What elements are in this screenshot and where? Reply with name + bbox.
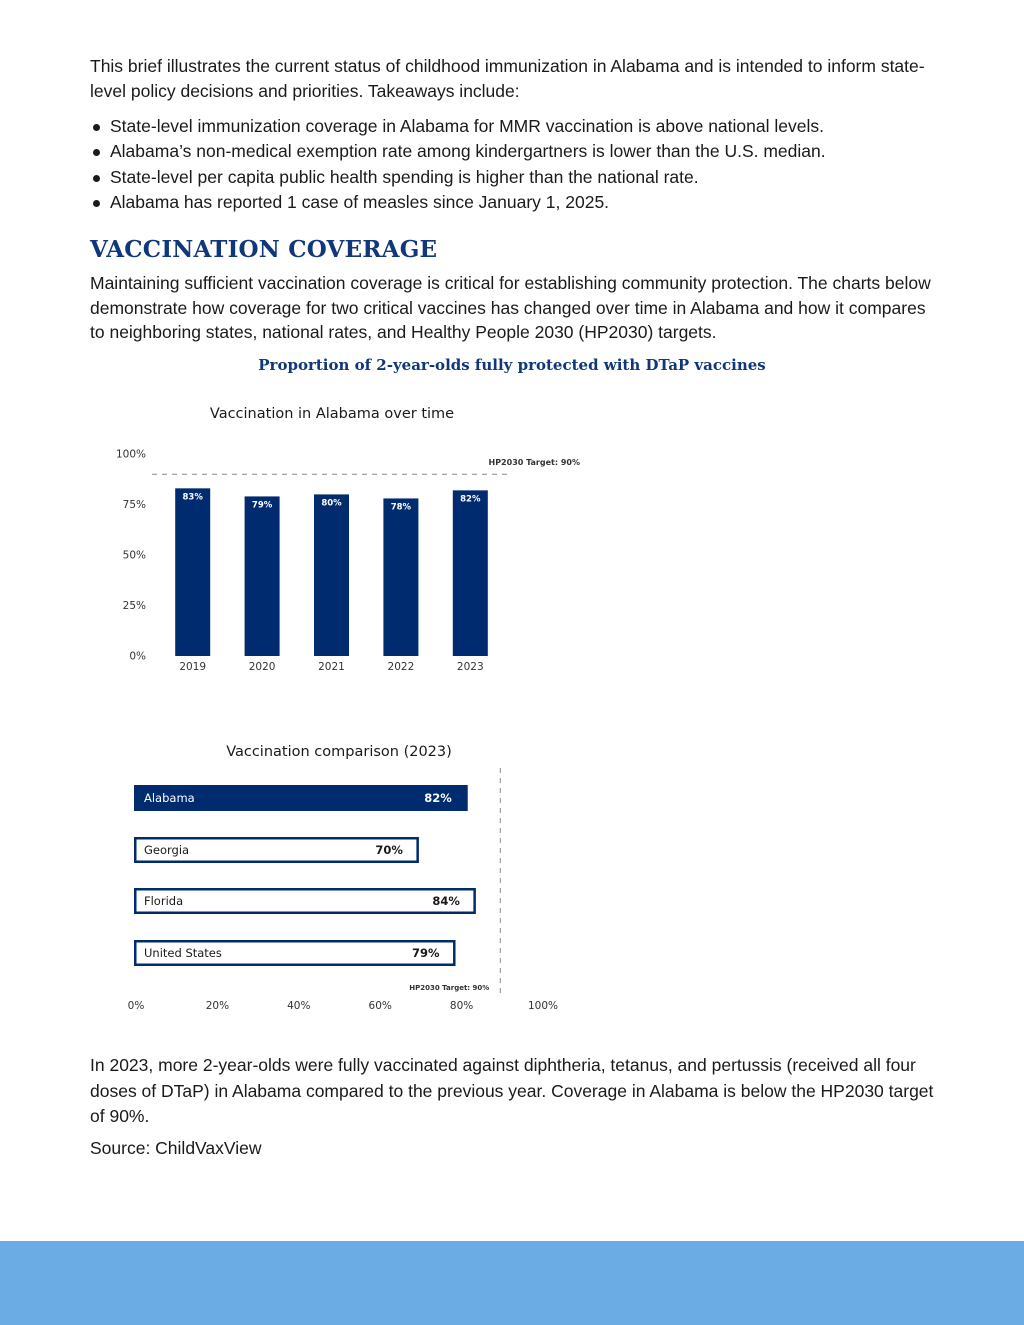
target-label: HP2030 Target: 90% <box>488 458 580 467</box>
summary-text: In 2023, more 2-year-olds were fully vaccinated against diphtheria, tetanus, and pertussis (received all four doses of DTaP) in Alabama compared to the previous year. Coverage in Alabama is below the HP2030 target of 90%. <box>90 1055 934 1126</box>
x-tick-label: 40% <box>287 1000 311 1012</box>
chart-title: Vaccination comparison (2023) <box>226 744 452 760</box>
bar-category-label: Florida <box>144 894 184 908</box>
footer-band <box>0 1241 1024 1325</box>
x-tick-label: 0% <box>127 1000 145 1012</box>
bar-value-label: 70% <box>375 843 403 857</box>
x-tick-label: 2020 <box>248 661 276 673</box>
section-text: Maintaining sufficient vaccination coverage is critical for establishing community protection. The charts below demonstrate how coverage for two critical vaccines has changed over time in Alabama and how it compares to neighboring states, national rates, and Healthy People 2030 (HP2030) targets. <box>90 273 931 343</box>
bar-value-label: 80% <box>321 498 342 509</box>
section-title: VACCINATION COVERAGE <box>90 236 438 263</box>
takeaway-item: Alabama has reported 1 case of measles since January 1, 2025. <box>90 190 940 215</box>
takeaway-item: State-level per capita public health spending is higher than the national rate. <box>90 165 940 190</box>
bar-category-label: United States <box>144 946 222 960</box>
chart-vaccination-comparison <box>0 0 620 1040</box>
bar-value-label: 78% <box>390 502 412 513</box>
chart-heading: Proportion of 2-year-olds fully protected with DTaP vaccines <box>258 356 766 374</box>
takeaway-item: State-level immunization coverage in Alabama for MMR vaccination is above national levels. <box>90 114 940 139</box>
x-tick-label: 80% <box>449 1000 474 1012</box>
bar-value-label: 79% <box>251 500 273 511</box>
y-tick-label: 25% <box>122 600 146 612</box>
bar-value-label: 84% <box>432 894 460 908</box>
bar-value-label: 82% <box>424 791 452 805</box>
bar-category-label: Georgia <box>144 843 190 857</box>
target-label: HP2030 Target: 90% <box>409 984 490 992</box>
takeaway-item: Alabama’s non-medical exemption rate among kindergartners is lower than the U.S. median. <box>90 139 940 164</box>
x-tick-label: 60% <box>368 1000 392 1012</box>
bar <box>135 889 474 913</box>
intro-text: This brief illustrates the current status of childhood immunization in Alabama and is intended to inform state-level policy decisions and priorities. Takeaways include: <box>90 56 925 101</box>
y-tick-label: 100% <box>115 448 146 461</box>
bar-value-label: 79% <box>411 946 440 960</box>
y-tick-label: 75% <box>122 499 146 511</box>
chart-title: Vaccination in Alabama over time <box>209 406 455 422</box>
x-tick-label: 2022 <box>387 661 415 673</box>
x-tick-label: 2021 <box>318 661 345 673</box>
x-tick-label: 2023 <box>456 661 484 673</box>
x-tick-label: 20% <box>205 1000 230 1012</box>
bar-value-label: 83% <box>182 492 203 503</box>
x-tick-label: 2019 <box>179 661 207 673</box>
bar-value-label: 82% <box>460 494 481 505</box>
x-tick-label: 100% <box>527 1000 559 1012</box>
y-tick-label: 0% <box>129 650 146 663</box>
bar-category-label: Alabama <box>144 791 195 805</box>
source-text: Source: ChildVaxView <box>90 1138 262 1158</box>
y-tick-label: 50% <box>122 549 146 562</box>
